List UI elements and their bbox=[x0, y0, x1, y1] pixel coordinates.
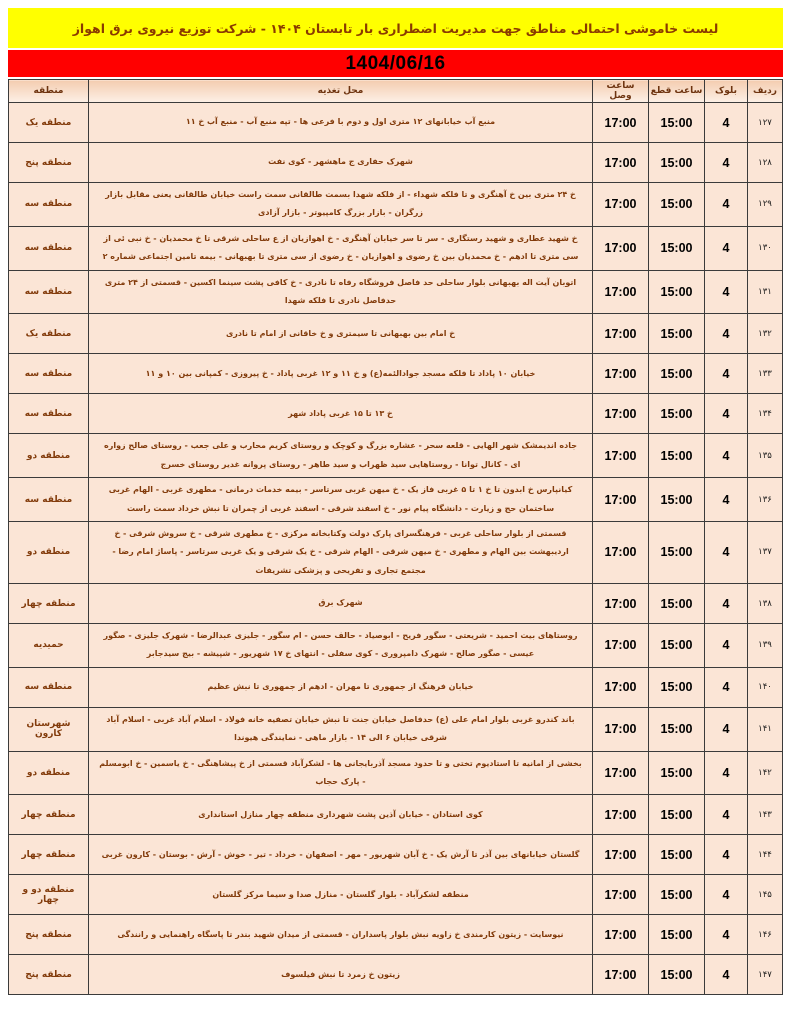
feed-location-cell: جاده اندیمشک شهر الهایی - قلعه سحر - عشاره بزرگ و کوچک و روستای کریم محارب و علی جعب - روستای صالح زواره ای - کانال توانا - روستاهایی سید ظهراب و سید طاهر - روستای پروانه غدیر روستای خسرج bbox=[89, 434, 593, 478]
feed-location-cell: کوی استادان - خیابان آذین پشت شهرداری منطقه چهار منازل استانداری bbox=[89, 795, 593, 835]
region-cell: منطقه سه bbox=[9, 478, 89, 522]
cut-time-cell: 15:00 bbox=[649, 795, 705, 835]
table-row bbox=[9, 584, 783, 624]
block-cell: 4 bbox=[705, 795, 748, 835]
region-cell: منطقه پنج bbox=[9, 143, 89, 183]
table-row bbox=[9, 751, 783, 795]
cut-time-cell: 15:00 bbox=[649, 707, 705, 751]
header-restore-time: ساعت وصل bbox=[593, 80, 649, 103]
feed-location-cell: منبع آب خیابانهای ۱۲ متری اول و دوم با فرعی ها - تپه منبع آب - منبع آب خ ۱۱ bbox=[89, 103, 593, 143]
block-cell: 4 bbox=[705, 314, 748, 354]
restore-time-cell: 17:00 bbox=[593, 478, 649, 522]
cut-time-cell: 15:00 bbox=[649, 835, 705, 875]
row-number-cell: ۱۲۷ bbox=[748, 103, 783, 143]
cut-time-cell: 15:00 bbox=[649, 354, 705, 394]
row-number-cell: ۱۳۶ bbox=[748, 478, 783, 522]
restore-time-cell: 17:00 bbox=[593, 875, 649, 915]
header-region: منطقه bbox=[9, 80, 89, 103]
cut-time-cell: 15:00 bbox=[649, 103, 705, 143]
region-cell: حمیدیه bbox=[9, 624, 89, 668]
feed-location-cell: روستاهای بیت احمید - شریعتی - سگور فریح - ابوصیاد - حالف حسن - ام سگور - جلیزی عبدالرضا - شهرک جلیزی - صگور عیسی - صگور صالح - شهرک دامپروری - کوی سفلی - انتهای خ ۱۷ شهریور - شپیشه - بیج سیدجابر bbox=[89, 624, 593, 668]
block-cell: 4 bbox=[705, 183, 748, 227]
region-cell: منطقه چهار bbox=[9, 835, 89, 875]
restore-time-cell: 17:00 bbox=[593, 751, 649, 795]
feed-location-cell: منطقه لشکرآباد - بلوار گلستان - منازل صدا و سیما مرکز گلستان bbox=[89, 875, 593, 915]
date-banner bbox=[8, 50, 783, 77]
region-cell: منطقه سه bbox=[9, 667, 89, 707]
cut-time-cell: 15:00 bbox=[649, 915, 705, 955]
table-row bbox=[9, 226, 783, 270]
block-cell: 4 bbox=[705, 584, 748, 624]
restore-time-cell: 17:00 bbox=[593, 226, 649, 270]
restore-time-cell: 17:00 bbox=[593, 270, 649, 314]
region-cell: منطقه یک bbox=[9, 314, 89, 354]
feed-location-cell: خیابان فرهنگ از جمهوری تا مهران - ادهم از جمهوری تا نبش عظیم bbox=[89, 667, 593, 707]
feed-location-cell: بخشی از امانیه تا استادیوم تختی و تا حدود مسجد آذربایجانی ها - لشکرآباد قسمتی از خ پیشاهنگی - خ یاسمین - خ ابومسلم - پارک حجاب bbox=[89, 751, 593, 795]
cut-time-cell: 15:00 bbox=[649, 270, 705, 314]
block-cell: 4 bbox=[705, 103, 748, 143]
cut-time-cell: 15:00 bbox=[649, 875, 705, 915]
block-cell: 4 bbox=[705, 915, 748, 955]
schedule-date: 1404/06/16 bbox=[345, 52, 446, 74]
region-cell: منطقه سه bbox=[9, 354, 89, 394]
block-cell: 4 bbox=[705, 434, 748, 478]
block-cell: 4 bbox=[705, 143, 748, 183]
region-cell: منطقه پنج bbox=[9, 955, 89, 995]
row-number-cell: ۱۴۳ bbox=[748, 795, 783, 835]
cut-time-cell: 15:00 bbox=[649, 314, 705, 354]
block-cell: 4 bbox=[705, 521, 748, 583]
table-row bbox=[9, 478, 783, 522]
feed-location-cell: خ شهید عطاری و شهید رستگاری - سر تا سر خیابان آهنگری - خ اهوازیان از ع ساحلی شرقی تا خ محمدیان - خ نبی ئی از سی متری تا ادهم - خ محمدیان بین خ رضوی و اهوازیان - خ رضوی از سی متری تا بهبهانی - بیمه تامین اجتماعی شماره ۲ bbox=[89, 226, 593, 270]
row-number-cell: ۱۴۰ bbox=[748, 667, 783, 707]
feed-location-cell: گلستان خیابانهای بین آذر تا آرش یک - خ آبان شهریور - مهر - اصفهان - خرداد - تیر - خوش - آرش - بوستان - کارون غربی bbox=[89, 835, 593, 875]
row-number-cell: ۱۳۹ bbox=[748, 624, 783, 668]
feed-location-cell: زیتون خ زمرد تا نبش فیلسوف bbox=[89, 955, 593, 995]
region-cell: منطقه دو bbox=[9, 434, 89, 478]
table-row bbox=[9, 354, 783, 394]
row-number-cell: ۱۳۲ bbox=[748, 314, 783, 354]
feed-location-cell: شهرک حفاری ج ماهشهر - کوی نفت bbox=[89, 143, 593, 183]
row-number-cell: ۱۳۱ bbox=[748, 270, 783, 314]
restore-time-cell: 17:00 bbox=[593, 394, 649, 434]
header-row-number: ردیف bbox=[748, 80, 783, 103]
feed-location-cell: خ ۱۳ تا ۱۵ غربی پاداد شهر bbox=[89, 394, 593, 434]
block-cell: 4 bbox=[705, 667, 748, 707]
row-number-cell: ۱۴۷ bbox=[748, 955, 783, 995]
table-row bbox=[9, 624, 783, 668]
row-number-cell: ۱۴۶ bbox=[748, 915, 783, 955]
table-row bbox=[9, 667, 783, 707]
row-number-cell: ۱۴۵ bbox=[748, 875, 783, 915]
region-cell: شهرستان کارون bbox=[9, 707, 89, 751]
cut-time-cell: 15:00 bbox=[649, 434, 705, 478]
page-title: لیست خاموشی احتمالی مناطق جهت مدیریت اضطراری بار تابستان ۱۴۰۴ - شرکت توزیع نیروی برق اهواز bbox=[72, 20, 719, 36]
header-cut-time: ساعت قطع bbox=[649, 80, 705, 103]
table-row bbox=[9, 103, 783, 143]
row-number-cell: ۱۴۱ bbox=[748, 707, 783, 751]
header-feed-location: محل تغذیه bbox=[89, 80, 593, 103]
feed-location-cell: اتوبان آیت اله بهبهانی بلوار ساحلی حد فاصل فروشگاه رفاه تا نادری - خ کافی پشت سینما اکسین - قسمتی از ۲۴ متری حدفاصل نادری تا فلکه شهدا bbox=[89, 270, 593, 314]
feed-location-cell: خ ۲۴ متری بین خ آهنگری و تا فلکه شهداء - از فلکه شهدا بسمت طالقانی سمت راست خیابان طالقانی یعنی مقابل بازار زرگران - بازار بزرگ کامپیوتر - بازار آزادی bbox=[89, 183, 593, 227]
table-row bbox=[9, 707, 783, 751]
feed-location-cell: نیوسایت - زیتون کارمندی خ زاویه نبش بلوار پاسداران - قسمتی از میدان شهید بندر تا پاسگاه راهنمایی و رانندگی bbox=[89, 915, 593, 955]
cut-time-cell: 15:00 bbox=[649, 478, 705, 522]
region-cell: منطقه یک bbox=[9, 103, 89, 143]
row-number-cell: ۱۲۹ bbox=[748, 183, 783, 227]
restore-time-cell: 17:00 bbox=[593, 624, 649, 668]
region-cell: منطقه دو bbox=[9, 521, 89, 583]
feed-location-cell: باند کندرو غربی بلوار امام علی (ع) حدفاصل خیابان جنت تا نبش خیابان تصفیه خانه فولاد - اسلام آباد غربی - اسلام آباد شرقی خیابان ۶ الی ۱۴ - بازار ماهی - نمایندگی هیوندا bbox=[89, 707, 593, 751]
restore-time-cell: 17:00 bbox=[593, 521, 649, 583]
block-cell: 4 bbox=[705, 955, 748, 995]
table-row bbox=[9, 955, 783, 995]
row-number-cell: ۱۳۳ bbox=[748, 354, 783, 394]
restore-time-cell: 17:00 bbox=[593, 835, 649, 875]
restore-time-cell: 17:00 bbox=[593, 314, 649, 354]
row-number-cell: ۱۴۴ bbox=[748, 835, 783, 875]
cut-time-cell: 15:00 bbox=[649, 521, 705, 583]
block-cell: 4 bbox=[705, 707, 748, 751]
row-number-cell: ۱۳۵ bbox=[748, 434, 783, 478]
region-cell: منطقه سه bbox=[9, 226, 89, 270]
feed-location-cell: خ امام بین بهبهانی تا سیمتری و خ خاقانی از امام تا نادری bbox=[89, 314, 593, 354]
region-cell: منطقه سه bbox=[9, 270, 89, 314]
feed-location-cell: قسمتی از بلوار ساحلی غربی - فرهنگسرای پارک دولت وکتابخانه مرکزی - خ مطهری شرقی - خ سروش شرقی - خ اردیبهشت بین الهام و مطهری - خ میهن شرقی - الهام شرقی - خ یک شرقی و یک غربی سرتاسر - پاساژ امام رضا - مجتمع تجاری و تفریحی و پزشکی تشریفات bbox=[89, 521, 593, 583]
table-row bbox=[9, 183, 783, 227]
block-cell: 4 bbox=[705, 270, 748, 314]
table-row bbox=[9, 875, 783, 915]
block-cell: 4 bbox=[705, 354, 748, 394]
feed-location-cell: کیانپارس خ ابدون تا خ ۱ تا ۵ غربی فاز یک - خ میهن غربی سرتاسر - بیمه خدمات درمانی - مطهری غربی - الهام غربی ساختمان حج و زیارت - دانشگاه پیام نور - خ اسفند شرقی - اسفند غربی از چمران تا نبش خرداد سمت راست bbox=[89, 478, 593, 522]
restore-time-cell: 17:00 bbox=[593, 584, 649, 624]
block-cell: 4 bbox=[705, 624, 748, 668]
region-cell: منطقه چهار bbox=[9, 795, 89, 835]
region-cell: منطقه دو bbox=[9, 751, 89, 795]
cut-time-cell: 15:00 bbox=[649, 183, 705, 227]
feed-location-cell: شهرک برق bbox=[89, 584, 593, 624]
block-cell: 4 bbox=[705, 478, 748, 522]
cut-time-cell: 15:00 bbox=[649, 624, 705, 668]
cut-time-cell: 15:00 bbox=[649, 751, 705, 795]
restore-time-cell: 17:00 bbox=[593, 143, 649, 183]
cut-time-cell: 15:00 bbox=[649, 226, 705, 270]
block-cell: 4 bbox=[705, 875, 748, 915]
row-number-cell: ۱۳۰ bbox=[748, 226, 783, 270]
cut-time-cell: 15:00 bbox=[649, 394, 705, 434]
block-cell: 4 bbox=[705, 835, 748, 875]
restore-time-cell: 17:00 bbox=[593, 183, 649, 227]
row-number-cell: ۱۳۴ bbox=[748, 394, 783, 434]
table-row bbox=[9, 521, 783, 583]
table-row bbox=[9, 835, 783, 875]
cut-time-cell: 15:00 bbox=[649, 955, 705, 995]
restore-time-cell: 17:00 bbox=[593, 915, 649, 955]
feed-location-cell: خیابان ۱۰ پاداد تا فلکه مسجد جوادالئمه(ع) و خ ۱۱ و ۱۲ غربی پاداد - خ پیروزی - کمپانی بین ۱۰ و ۱۱ bbox=[89, 354, 593, 394]
cut-time-cell: 15:00 bbox=[649, 143, 705, 183]
region-cell: منطقه پنج bbox=[9, 915, 89, 955]
restore-time-cell: 17:00 bbox=[593, 667, 649, 707]
restore-time-cell: 17:00 bbox=[593, 795, 649, 835]
row-number-cell: ۱۴۲ bbox=[748, 751, 783, 795]
region-cell: منطقه چهار bbox=[9, 584, 89, 624]
row-number-cell: ۱۲۸ bbox=[748, 143, 783, 183]
region-cell: منطقه دو و چهار bbox=[9, 875, 89, 915]
header-block: بلوک bbox=[705, 80, 748, 103]
restore-time-cell: 17:00 bbox=[593, 354, 649, 394]
table-row bbox=[9, 434, 783, 478]
title-banner bbox=[8, 8, 783, 48]
restore-time-cell: 17:00 bbox=[593, 103, 649, 143]
block-cell: 4 bbox=[705, 226, 748, 270]
block-cell: 4 bbox=[705, 394, 748, 434]
cut-time-cell: 15:00 bbox=[649, 584, 705, 624]
cut-time-cell: 15:00 bbox=[649, 667, 705, 707]
table-header-row bbox=[9, 80, 783, 103]
restore-time-cell: 17:00 bbox=[593, 955, 649, 995]
table-row bbox=[9, 314, 783, 354]
region-cell: منطقه سه bbox=[9, 394, 89, 434]
restore-time-cell: 17:00 bbox=[593, 707, 649, 751]
table-row bbox=[9, 394, 783, 434]
table-row bbox=[9, 915, 783, 955]
row-number-cell: ۱۳۸ bbox=[748, 584, 783, 624]
row-number-cell: ۱۳۷ bbox=[748, 521, 783, 583]
region-cell: منطقه سه bbox=[9, 183, 89, 227]
block-cell: 4 bbox=[705, 751, 748, 795]
table-row bbox=[9, 795, 783, 835]
outage-table bbox=[8, 79, 783, 995]
table-row bbox=[9, 270, 783, 314]
table-row bbox=[9, 143, 783, 183]
restore-time-cell: 17:00 bbox=[593, 434, 649, 478]
